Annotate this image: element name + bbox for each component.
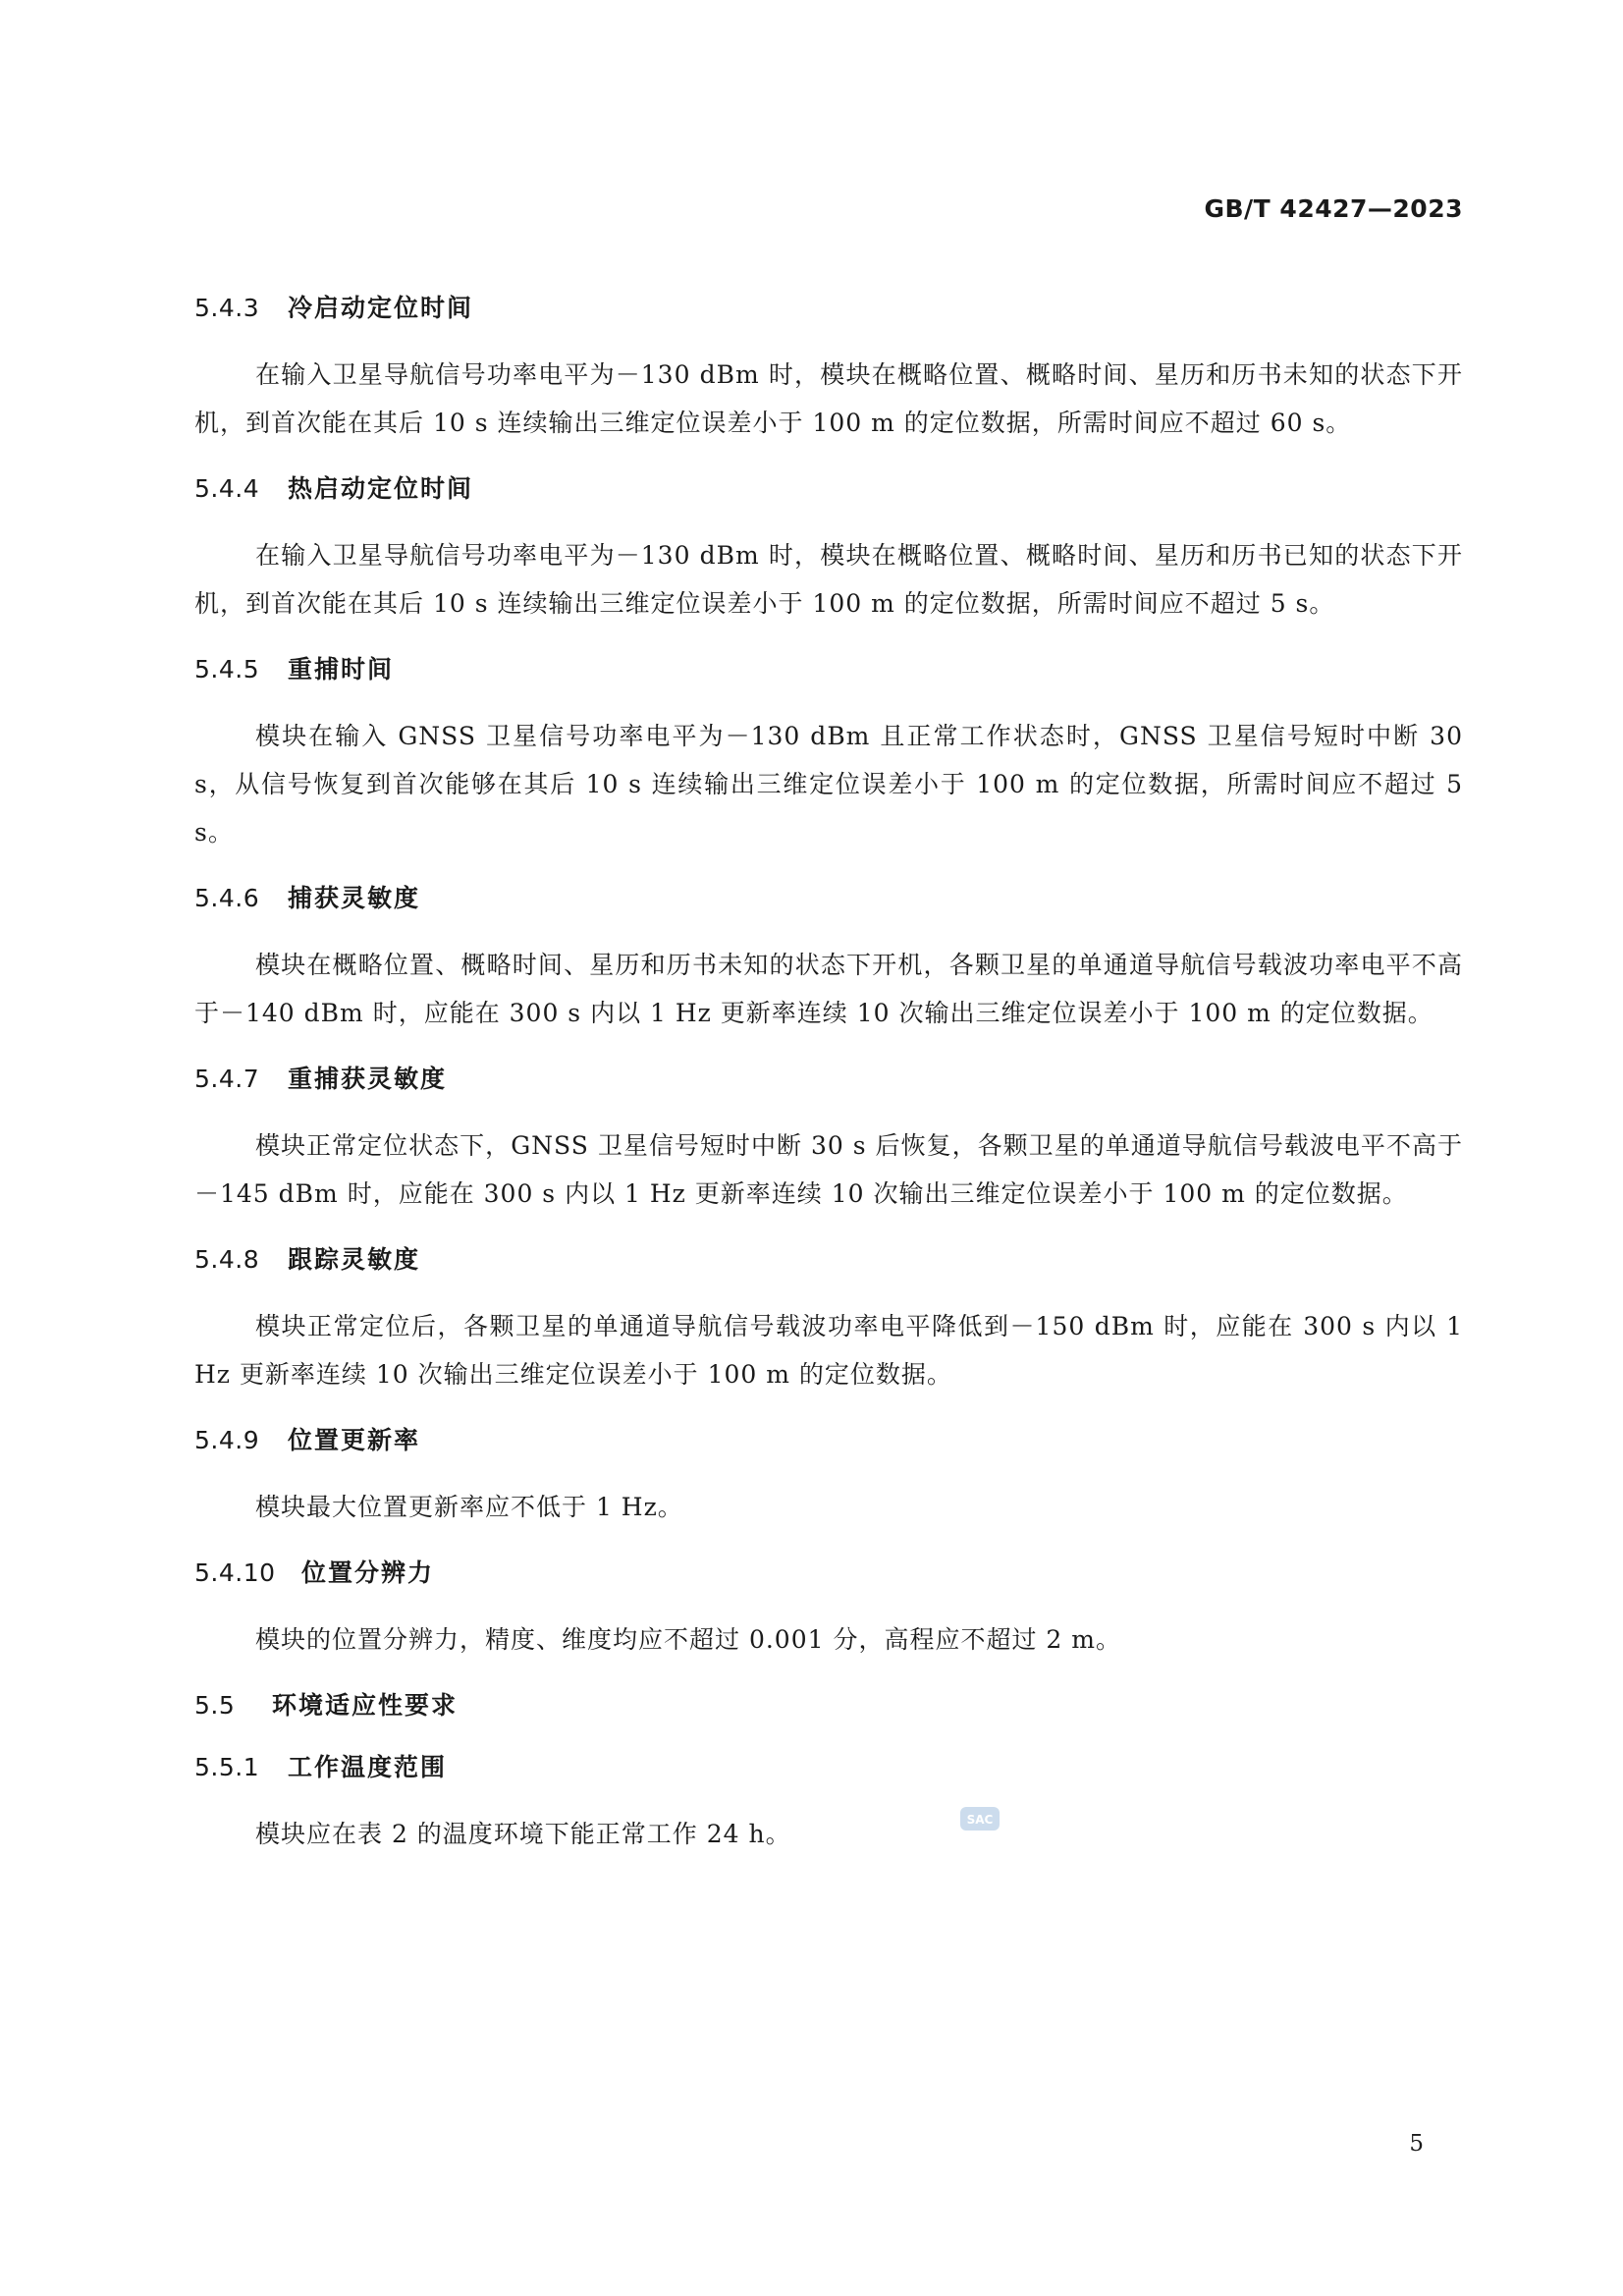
section-number: 5.4.5 xyxy=(194,655,260,683)
section-number: 5.4.9 xyxy=(194,1426,260,1454)
section-title: 位置分辨力 xyxy=(301,1558,435,1587)
section-title: 热启动定位时间 xyxy=(288,474,474,503)
section-title: 环境适应性要求 xyxy=(272,1691,459,1720)
section-heading-5-4-9 xyxy=(194,1421,1463,1460)
section-heading-5-4-3 xyxy=(194,289,1463,328)
section-title: 冷启动定位时间 xyxy=(288,294,474,322)
section-title: 重捕时间 xyxy=(288,655,395,683)
section-heading-5-5 xyxy=(194,1686,1463,1725)
section-number: 5.4.3 xyxy=(194,294,260,322)
section-number: 5.5 xyxy=(194,1691,236,1720)
section-paragraph: 模块在输入 GNSS 卫星信号功率电平为－130 dBm 且正常工作状态时，GNSS 卫星信号短时中断 30 s，从信号恢复到首次能够在其后 10 s 连续输出三维定位误差小于 100 m 的定位数据，所需时间应不超过 5 s。 xyxy=(194,722,1463,847)
section-paragraph: 模块应在表 2 的温度环境下能正常工作 24 h。 xyxy=(255,1820,791,1848)
section-paragraph: 模块正常定位后，各颗卫星的单通道导航信号载波功率电平降低到－150 dBm 时，应能在 300 s 内以 1 Hz 更新率连续 10 次输出三维定位误差小于 100 m 的定位数据。 xyxy=(194,1312,1463,1389)
section-title: 位置更新率 xyxy=(288,1426,421,1454)
section-number: 5.4.4 xyxy=(194,474,260,503)
page-number: 5 xyxy=(1409,2131,1424,2157)
section-number: 5.5.1 xyxy=(194,1753,260,1781)
section-heading-5-4-4 xyxy=(194,469,1463,509)
section-heading-5-4-8 xyxy=(194,1240,1463,1280)
section-title: 重捕获灵敏度 xyxy=(288,1065,448,1093)
section-paragraph: 模块最大位置更新率应不低于 1 Hz。 xyxy=(255,1493,683,1521)
section-number: 5.4.8 xyxy=(194,1245,260,1274)
section-heading-5-4-6 xyxy=(194,879,1463,918)
section-title: 工作温度范围 xyxy=(288,1753,448,1781)
section-paragraph: 在输入卫星导航信号功率电平为－130 dBm 时，模块在概略位置、概略时间、星历和历书未知的状态下开机，到首次能在其后 10 s 连续输出三维定位误差小于 100 m 的定位数据，所需时间应不超过 60 s。 xyxy=(194,360,1463,437)
section-paragraph: 模块在概略位置、概略时间、星历和历书未知的状态下开机，各颗卫星的单通道导航信号载波功率电平不高于－140 dBm 时，应能在 300 s 内以 1 Hz 更新率连续 10 次输出三维定位误差小于 100 m 的定位数据。 xyxy=(194,951,1463,1027)
section-paragraph: 在输入卫星导航信号功率电平为－130 dBm 时，模块在概略位置、概略时间、星历和历书已知的状态下开机，到首次能在其后 10 s 连续输出三维定位误差小于 100 m 的定位数据，所需时间应不超过 5 s。 xyxy=(194,541,1463,618)
section-number: 5.4.7 xyxy=(194,1065,260,1093)
section-number: 5.4.6 xyxy=(194,884,260,912)
document-code: GB/T 42427—2023 xyxy=(1204,194,1463,223)
document-body xyxy=(194,289,1463,1881)
sac-watermark-logo xyxy=(959,1804,1001,1833)
section-paragraph: 模块正常定位状态下，GNSS 卫星信号短时中断 30 s 后恢复，各颗卫星的单通道导航信号载波电平不高于－145 dBm 时，应能在 300 s 内以 1 Hz 更新率连续 10 次输出三维定位误差小于 100 m 的定位数据。 xyxy=(194,1131,1463,1208)
section-number: 5.4.10 xyxy=(194,1558,276,1587)
section-paragraph: 模块的位置分辨力，精度、维度均应不超过 0.001 分，高程应不超过 2 m。 xyxy=(255,1625,1121,1654)
section-title: 跟踪灵敏度 xyxy=(288,1245,421,1274)
section-title: 捕获灵敏度 xyxy=(288,884,421,912)
section-heading-5-4-10 xyxy=(194,1554,1463,1593)
section-heading-5-4-7 xyxy=(194,1060,1463,1099)
section-heading-5-5-1 xyxy=(194,1748,1463,1787)
svg-text:SAC: SAC xyxy=(966,1813,994,1827)
section-heading-5-4-5 xyxy=(194,650,1463,689)
